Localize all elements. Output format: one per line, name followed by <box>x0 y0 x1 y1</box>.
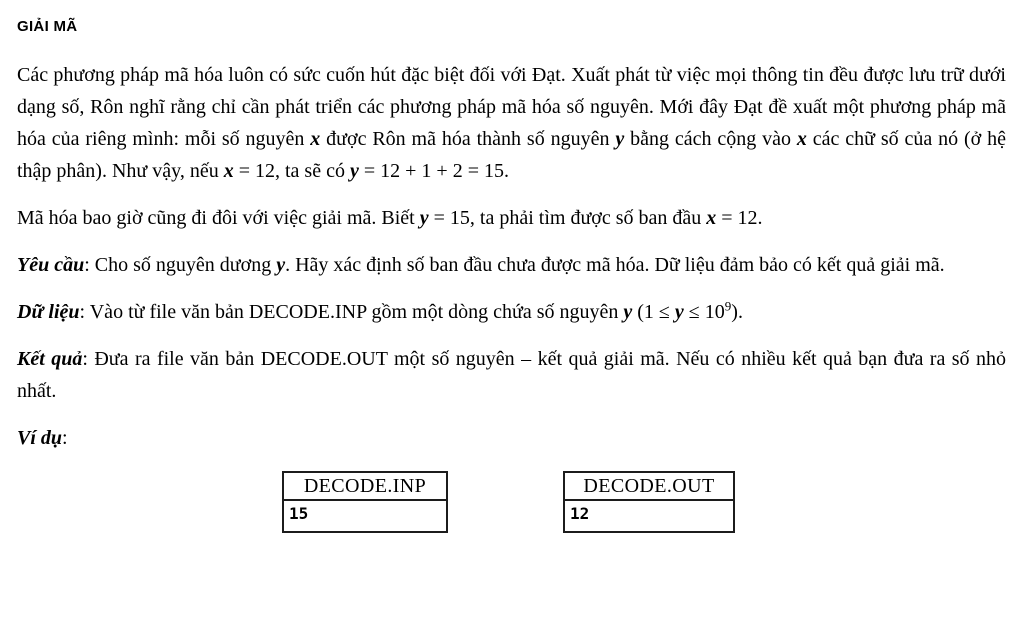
input-table-value: 15 <box>283 500 447 532</box>
table-row <box>283 472 447 500</box>
paragraph-output-spec: Kết quả: Đưa ra file văn bản DECODE.OUT một số nguyên – kết quả giải mã. Nếu có nhiều kết quả bạn đưa ra số nhỏ nhất. <box>17 348 1006 402</box>
example-input-table <box>282 471 448 533</box>
output-table-value: 12 <box>564 500 734 532</box>
example-output-table <box>563 471 735 533</box>
example-tables <box>282 471 1006 533</box>
paragraph-input-spec: Dữ liệu: Vào từ file văn bản DECODE.INP gồm một dòng chứa số nguyên y $(1 \le y \le 10^9)$. <box>17 298 743 323</box>
input-table-header: DECODE.INP <box>283 472 447 500</box>
table-row <box>564 500 734 532</box>
output-table-header: DECODE.OUT <box>564 472 734 500</box>
page-title: GIẢI MÃ <box>17 18 78 35</box>
paragraph-intro: Các phương pháp mã hóa luôn có sức cuốn hút đặc biệt đối với Đạt. Xuất phát từ việc mọi thông tin đều được lưu trữ dưới dạng số, Rôn nghĩ rằng chỉ cần phát triển các phương pháp mã hóa số nguyên. Mới đây Đạt đề xuất một phương pháp mã hóa của riêng mình: mỗi số nguyên x được Rôn mã hóa thành số nguyên y bằng cách cộng vào x các chữ số của nó (ở hệ thập phân). Như vậy, nếu x = 12, ta sẽ có y = 12 + 1 + 2 = 15. <box>17 64 1006 182</box>
table-row <box>283 500 447 532</box>
table-row <box>564 472 734 500</box>
paragraph-decode-note: Mã hóa bao giờ cũng đi đôi với việc giải mã. Biết y = 15, ta phải tìm được số ban đầu x = 12. <box>17 207 763 229</box>
paragraph-requirement: Yêu cầu: Cho số nguyên dương y. Hãy xác định số ban đầu chưa được mã hóa. Dữ liệu đảm bảo có kết quả giải mã. <box>17 254 945 276</box>
example-label: Ví dụ: <box>17 427 68 449</box>
